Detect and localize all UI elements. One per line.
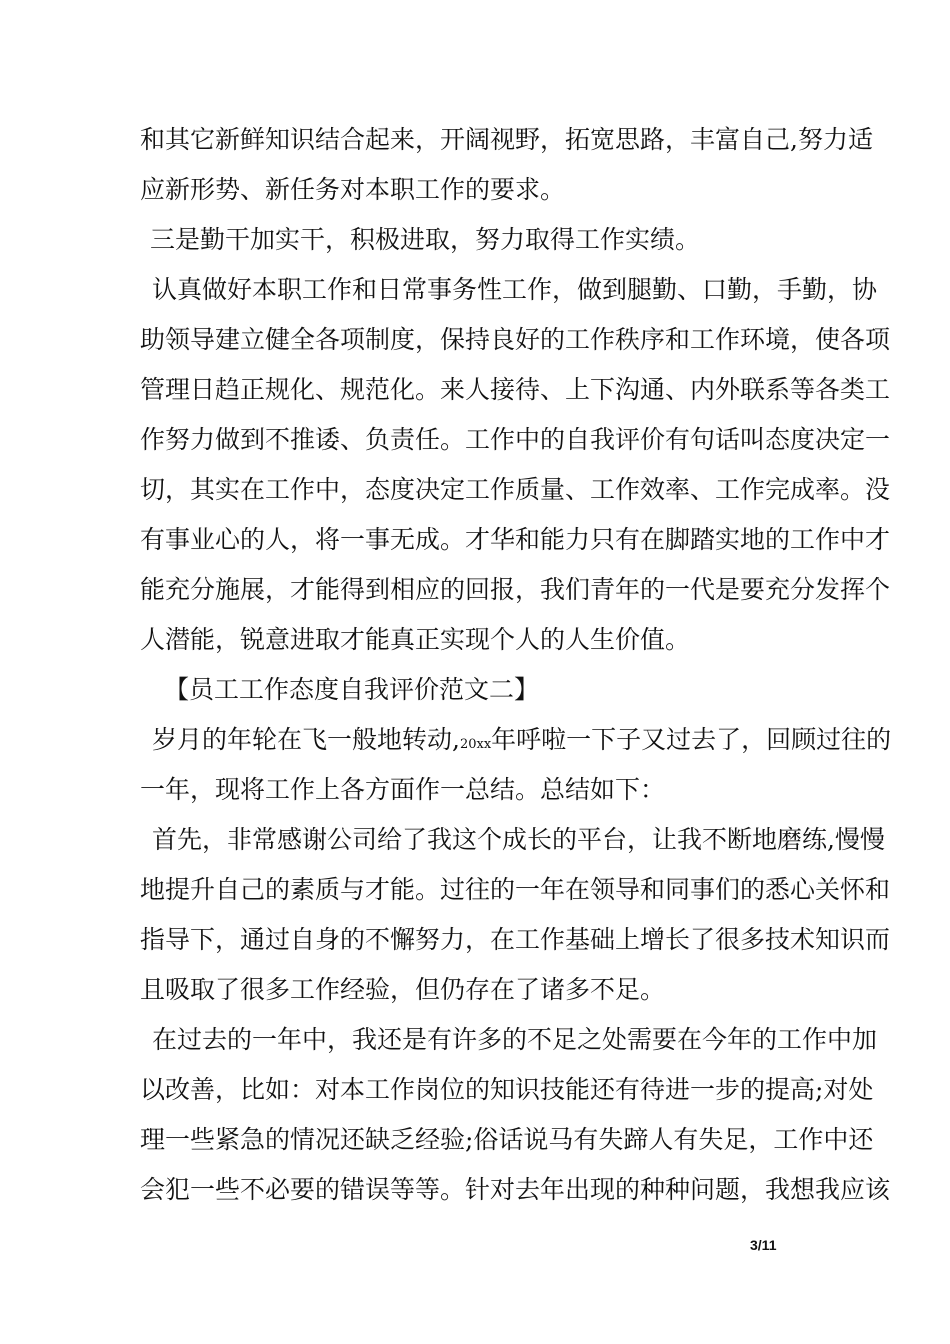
paragraph-line: 作努力做到不推诿、负责任。工作中的自我评价有句话叫态度决定一 — [140, 425, 891, 454]
paragraph-line-with-year — [152, 724, 892, 761]
year-text: 20xx — [459, 737, 492, 752]
paragraph-line: 和其它新鲜知识结合起来，开阔视野，拓宽思路，丰富自己,努力适 — [140, 125, 873, 154]
paragraph-line: 切，其实在工作中，态度决定工作质量、工作效率、工作完成率。没 — [140, 475, 891, 504]
paragraph-line: 应新形势、新任务对本职工作的要求。 — [140, 175, 566, 204]
paragraph-line: 以改善，比如：对本工作岗位的知识技能还有待进一步的提高;对处 — [140, 1075, 874, 1104]
section-point-three: 三是勤干加实干，积极进取，努力取得工作实绩。 — [150, 225, 701, 254]
paragraph-line: 在过去的一年中，我还是有许多的不足之处需要在今年的工作中加 — [152, 1025, 878, 1054]
text-fragment: 年呼啦一下子又过去了，回顾过往的 — [491, 725, 892, 754]
paragraph-line: 指导下，通过自身的不懈努力，在工作基础上增长了很多技术知识而 — [140, 925, 891, 954]
paragraph-line: 首先，非常感谢公司给了我这个成长的平台，让我不断地磨练,慢慢 — [152, 825, 885, 854]
paragraph-line: 地提升自己的素质与才能。过往的一年在领导和同事们的悉心关怀和 — [140, 875, 891, 904]
paragraph-line: 一年，现将工作上各方面作一总结。总结如下： — [140, 775, 666, 804]
paragraph-line: 能充分施展，才能得到相应的回报，我们青年的一代是要充分发挥个 — [140, 575, 891, 604]
paragraph-line: 会犯一些不必要的错误等等。针对去年出现的种种问题，我想我应该 — [140, 1175, 891, 1204]
paragraph-line: 人潜能，锐意进取才能真正实现个人的人生价值。 — [140, 625, 691, 654]
page-number: 3/11 — [750, 1237, 777, 1253]
paragraph-line: 理一些紧急的情况还缺乏经验;俗话说马有失蹄人有失足，工作中还 — [140, 1125, 874, 1154]
paragraph-line: 管理日趋正规化、规范化。来人接待、上下沟通、内外联系等各类工 — [140, 375, 891, 404]
section-heading: 【员工工作态度自我评价范文二】 — [164, 675, 540, 704]
paragraph-line: 认真做好本职工作和日常事务性工作，做到腿勤、口勤，手勤，协 — [152, 275, 878, 304]
paragraph-line: 且吸取了很多工作经验，但仍存在了诸多不足。 — [140, 975, 666, 1004]
paragraph-line: 助领导建立健全各项制度，保持良好的工作秩序和工作环境，使各项 — [140, 325, 891, 354]
paragraph-line: 有事业心的人，将一事无成。才华和能力只有在脚踏实地的工作中才 — [140, 525, 891, 554]
text-fragment: 岁月的年轮在飞一般地转动, — [152, 725, 460, 754]
